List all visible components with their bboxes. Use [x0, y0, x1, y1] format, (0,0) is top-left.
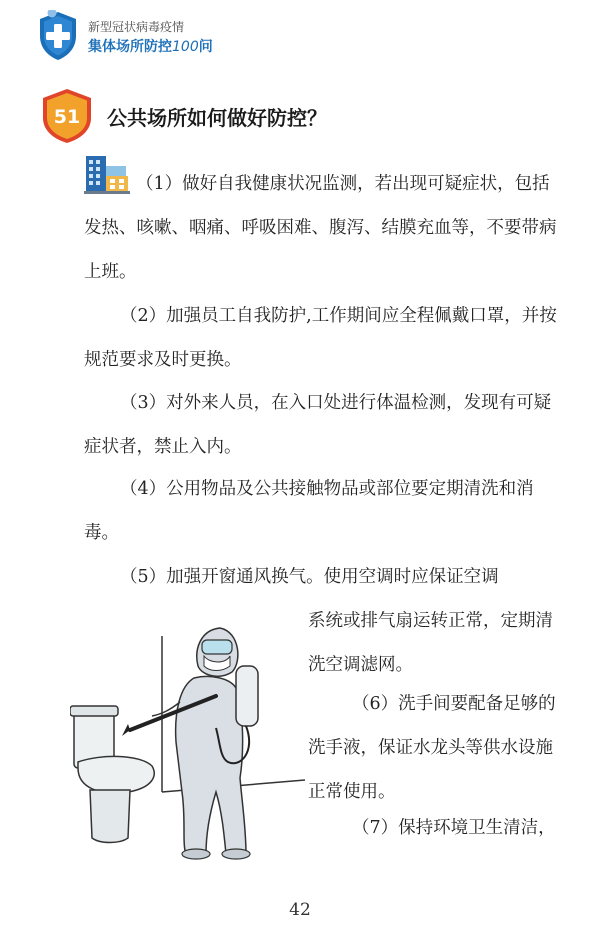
paragraph-3: （3）对外来人员，在入口处进行体温检测，发现有可疑症状者，禁止入内。	[84, 393, 552, 457]
page-header	[38, 8, 278, 68]
paragraph-1: （1）做好自我健康状况监测，若出现可疑症状，包括发热、咳嗽、咽痛、呼吸困难、腹泻、结膜充血等，不要带病上班。	[84, 174, 557, 282]
header-title-suffix: 问	[198, 39, 213, 55]
paragraph-2: （2）加强员工自我防护,工作期间应全程佩戴口罩，并按规范要求及时更换。	[84, 306, 557, 370]
header-title-number: 100	[172, 39, 199, 55]
question-title: 公共场所如何做好防控？	[107, 106, 327, 130]
paragraph-6: （6）洗手间要配备足够的洗手液，保证水龙头等供水设施正常使用。	[308, 694, 556, 802]
page-number: 42	[289, 900, 311, 920]
header-title	[88, 36, 213, 56]
shield-cross-icon	[38, 10, 78, 62]
header-subtitle: 新型冠状病毒疫情	[88, 20, 185, 34]
header-title-text: 集体场所防控	[88, 39, 172, 55]
paragraph-5-first-line: （5）加强开窗通风换气。使用空调时应保证空调	[120, 567, 499, 587]
paragraph-7: （7）保持环境卫生清洁，	[352, 818, 556, 838]
disinfection-worker-illustration	[70, 592, 305, 862]
paragraph-4: （4）公用物品及公共接触物品或部位要定期清洗和消毒。	[84, 479, 534, 543]
worker-figure	[122, 628, 258, 859]
question-number: 51	[53, 106, 81, 128]
paragraph-5-continued: 系统或排气扇运转正常，定期清洗空调滤网。	[308, 611, 553, 675]
question-heading	[42, 88, 562, 144]
shield-badge-icon	[42, 88, 92, 144]
